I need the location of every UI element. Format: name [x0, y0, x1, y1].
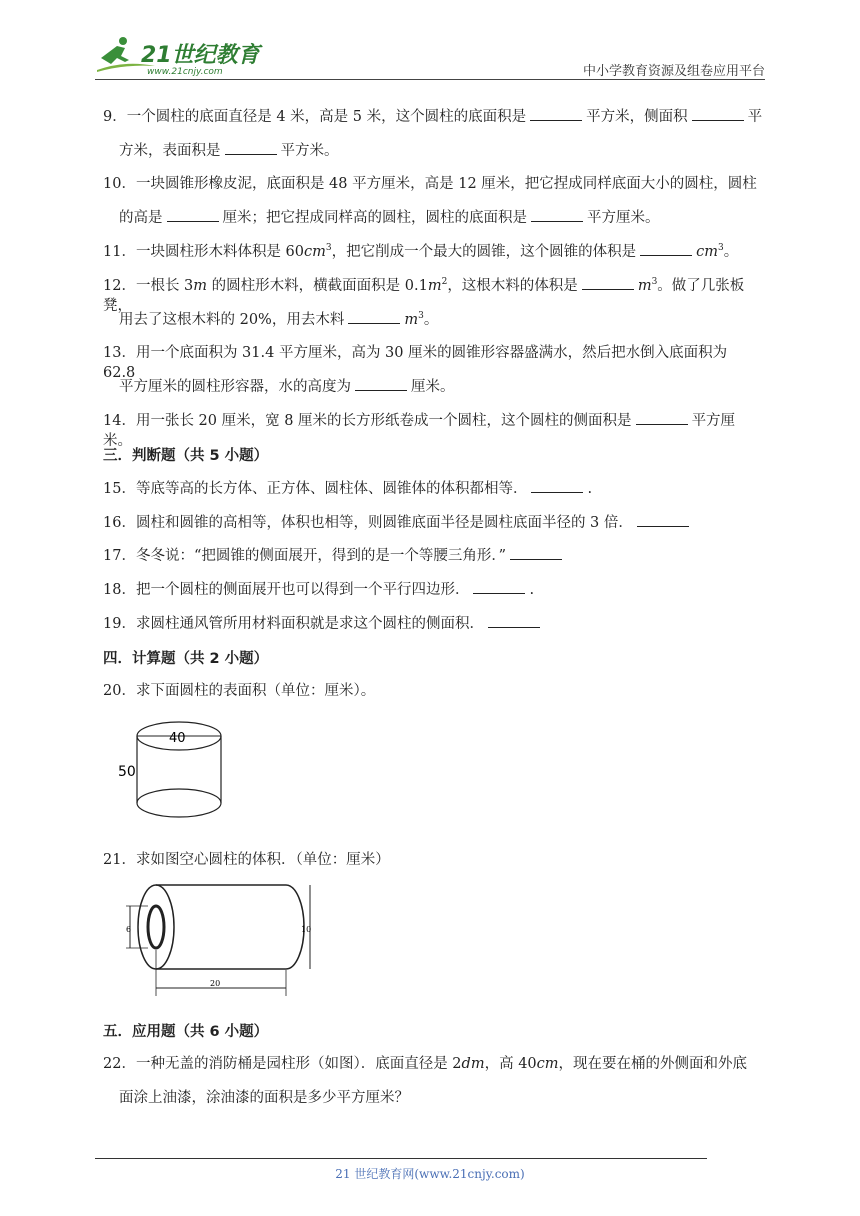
answer-blank[interactable] — [637, 512, 689, 527]
question-12: 12．一根长 3m 的圆柱形木料，横截面面积是 $0.1m^2$，这根木料的体积是 $m^3$。做了几张板凳， — [103, 277, 745, 314]
question-12-cont: 用去了这根木料的 20%，用去木料 $m^3$。 — [119, 311, 439, 328]
question-20: 20．求下面圆柱的表面积（单位：厘米）。 — [103, 683, 376, 699]
cylinder-figure — [116, 710, 236, 830]
question-19: 19．求圆柱通风管所用材料面积就是求这个圆柱的侧面积． — [103, 613, 763, 634]
header-platform-text: 中小学教育资源及组卷应用平台 — [582, 64, 765, 79]
svg-text:21世纪教育: 21世纪教育 — [141, 43, 260, 68]
question-18: 18．把一个圆柱的侧面展开也可以得到一个平行四边形． . — [103, 579, 763, 600]
svg-text:40: 40 — [169, 731, 186, 746]
answer-blank[interactable] — [225, 140, 277, 155]
answer-blank[interactable] — [531, 207, 583, 222]
question-11: 11．一块圆柱形木料体积是 $60cm^3$，把它削成一个最大的圆锥，这个圆锥的体积是 $cm^3$。 — [103, 243, 739, 260]
answer-blank[interactable] — [488, 613, 540, 628]
question-13: 13．用一个底面积为 31.4 平方厘米，高为 30 厘米的圆锥形容器盛满水，然后把水倒入底面积为 62.8 — [103, 345, 728, 381]
question-9-cont: 方米，表面积是 平方米。 — [119, 140, 779, 161]
answer-blank[interactable] — [510, 545, 562, 560]
svg-text:50: 50 — [118, 764, 136, 780]
answer-blank[interactable] — [636, 410, 688, 425]
answer-blank[interactable] — [640, 241, 692, 256]
question-14: 14．用一张长 20 厘米，宽 8 厘米的长方形纸卷成一个圆柱，这个圆柱的侧面积是 平方厘米。 — [103, 410, 763, 451]
answer-blank[interactable] — [692, 106, 744, 121]
footer-text[interactable]: 21 世纪教育网(www.21cnjy.com) — [335, 1167, 525, 1181]
page-header — [95, 30, 765, 80]
svg-text:20: 20 — [210, 979, 221, 988]
answer-blank[interactable] — [167, 207, 219, 222]
question-10: 10．一块圆锥形橡皮泥，底面积是 48 平方厘米，高是 12 厘米，把它捏成同样底面大小的圆柱，圆柱 — [103, 176, 757, 192]
question-22-cont: 面涂上油漆，涂油漆的面积是多少平方厘米？ — [119, 1090, 409, 1106]
question-16: 16．圆柱和圆锥的高相等，体积也相等，则圆锥底面半径是圆柱底面半径的 3 倍． — [103, 512, 763, 533]
question-10-cont: 的高是 厘米；把它捏成同样高的圆柱，圆柱的底面积是 平方厘米。 — [119, 207, 779, 228]
question-22: 22．一种无盖的消防桶是园柱形（如图）．底面直径是 2dm，高 40cm，现在要在桶的外侧面和外底 — [103, 1056, 748, 1072]
answer-blank[interactable] — [531, 478, 583, 493]
site-logo — [95, 34, 265, 78]
section-4-title: 四．计算题（共 2 小题） — [103, 651, 269, 667]
header-divider — [95, 79, 765, 80]
question-15: 15．等底等高的长方体、正方体、圆柱体、圆锥体的体积都相等． . — [103, 478, 763, 499]
svg-text:6: 6 — [126, 925, 132, 934]
answer-blank[interactable] — [473, 579, 525, 594]
question-9: 9．一个圆柱的底面直径是 4 米，高是 5 米，这个圆柱的底面积是 平方米，侧面积 平 — [103, 106, 763, 127]
hollow-cylinder-figure — [118, 880, 318, 1000]
svg-text:10: 10 — [301, 925, 312, 934]
section-3-title: 三．判断题（共 5 小题） — [103, 448, 269, 464]
section-5-title: 五．应用题（共 6 小题） — [103, 1024, 269, 1040]
answer-blank[interactable] — [582, 275, 634, 290]
answer-blank[interactable] — [348, 309, 400, 324]
footer-divider — [95, 1158, 707, 1159]
answer-blank[interactable] — [530, 106, 582, 121]
question-13-cont: 平方厘米的圆柱形容器，水的高度为 厘米。 — [119, 376, 779, 397]
svg-text:www.21cnjy.com: www.21cnjy.com — [147, 67, 223, 77]
answer-blank[interactable] — [355, 376, 407, 391]
question-17: 17．冬冬说：“把圆锥的侧面展开，得到的是一个等腰三角形．” — [103, 545, 763, 566]
question-21: 21．求如图空心圆柱的体积．（单位：厘米） — [103, 852, 390, 868]
